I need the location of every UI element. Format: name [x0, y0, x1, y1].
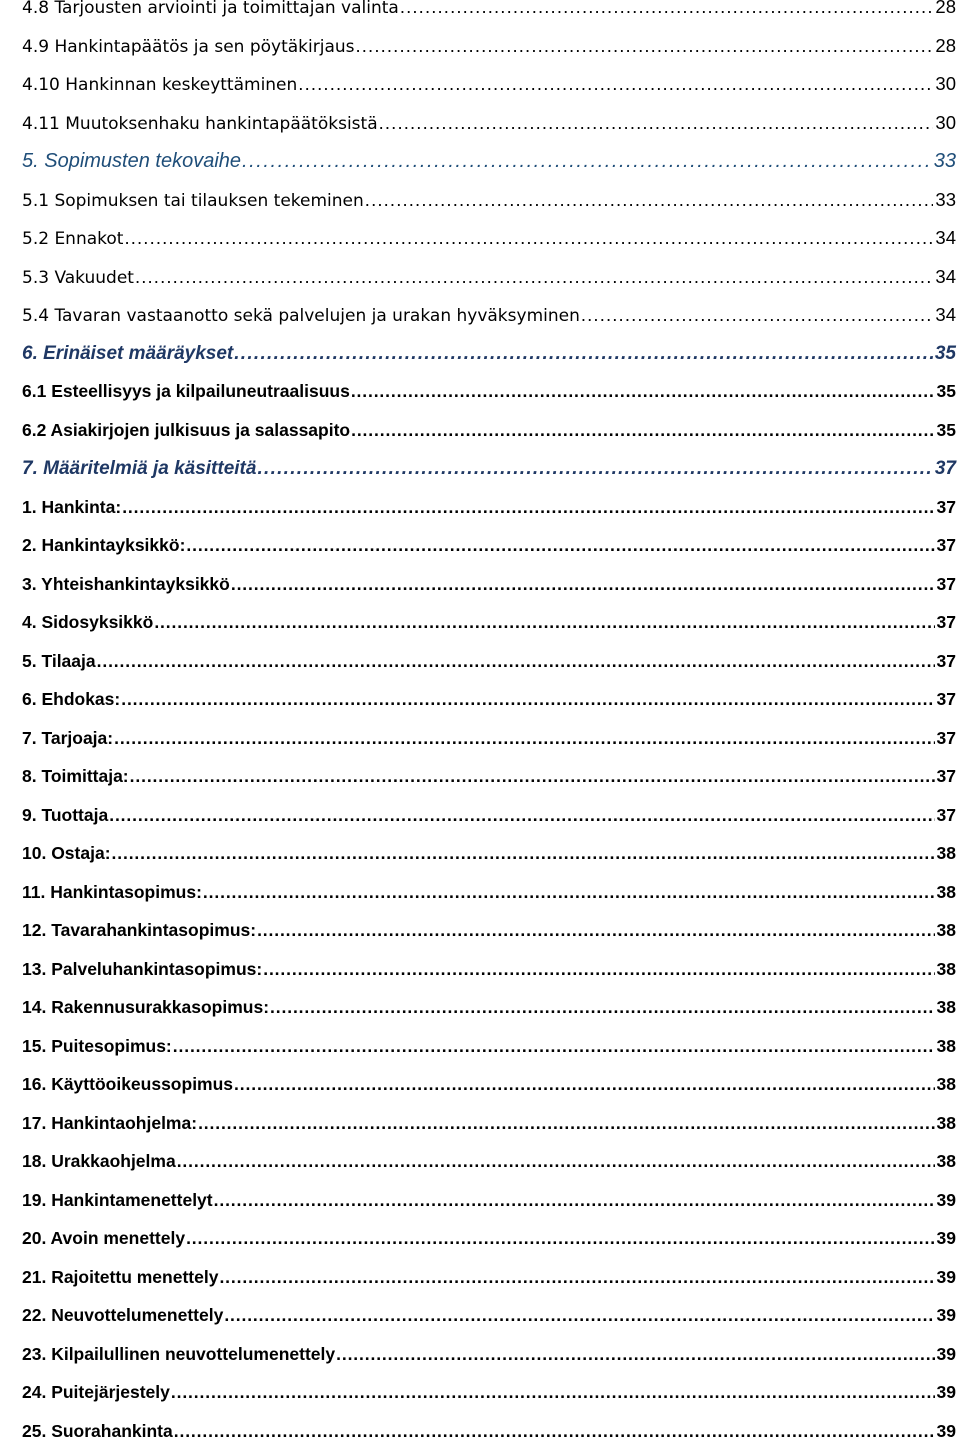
toc-dot-leader: [203, 882, 935, 903]
toc-dot-leader: [231, 574, 935, 595]
toc-dot-leader: [173, 1036, 935, 1057]
toc-entry-label: 6. Ehdokas:: [22, 689, 121, 709]
toc-entry[interactable]: [22, 266, 956, 296]
toc-dot-leader: [379, 112, 934, 134]
toc-entry-page-number: 37: [936, 650, 956, 671]
toc-dot-leader: [198, 1113, 934, 1134]
toc-entry[interactable]: [22, 112, 956, 142]
toc-entry-label: 2. Hankintayksikkö:: [22, 535, 186, 555]
toc-entry-page-number: 34: [935, 265, 956, 287]
toc-dot-leader: [186, 535, 934, 556]
toc-entry[interactable]: [22, 343, 956, 373]
toc-entry[interactable]: [22, 997, 956, 1027]
toc-entry-label: 15. Puitesopimus:: [22, 1035, 172, 1056]
toc-entry-page-number: 37: [936, 612, 956, 632]
toc-entry-page-number: 38: [936, 1074, 956, 1094]
toc-entry[interactable]: [22, 1267, 956, 1297]
toc-entry-page-number: 37: [936, 496, 956, 517]
toc-entry[interactable]: [22, 959, 956, 989]
toc-dot-leader: [109, 805, 934, 826]
toc-entry-label: 10. Ostaja:: [22, 843, 111, 863]
toc-entry[interactable]: [22, 535, 956, 565]
toc-entry-label: 4.9 Hankintapäätös ja sen pöytäkirjaus: [22, 36, 355, 57]
toc-entry-label: 3. Yhteishankintayksikkö: [22, 573, 230, 594]
toc-dot-leader: [298, 73, 933, 95]
toc-entry-page-number: 33: [935, 188, 956, 210]
toc-dot-leader: [242, 150, 932, 173]
toc-entry-page-number: 37: [934, 458, 956, 479]
toc-entry[interactable]: [22, 381, 956, 411]
toc-entry-label: 8. Toimittaja:: [22, 766, 129, 786]
toc-entry-label: 5.3 Vakuudet: [22, 267, 134, 288]
toc-entry-label: 25. Suorahankinta: [22, 1420, 173, 1441]
toc-entry[interactable]: [22, 1151, 956, 1181]
toc-dot-leader: [234, 1074, 934, 1095]
toc-entry[interactable]: [22, 304, 956, 334]
toc-entry[interactable]: [22, 1074, 956, 1104]
toc-entry-page-number: 38: [936, 1151, 956, 1171]
toc-dot-leader: [224, 1305, 934, 1326]
toc-entry-label: 4.10 Hankinnan keskeyttäminen: [22, 75, 298, 95]
toc-entry-page-number: 33: [933, 150, 956, 172]
toc-dot-leader: [351, 420, 934, 441]
toc-entry[interactable]: [22, 843, 956, 873]
toc-dot-leader: [186, 1228, 934, 1249]
toc-dot-leader: [154, 612, 934, 633]
toc-entry-label: 18. Urakkaohjelma: [22, 1151, 176, 1171]
toc-dot-leader: [114, 728, 934, 749]
toc-entry-label: 22. Neuvottelumenettely: [22, 1305, 224, 1325]
toc-entry-page-number: 37: [936, 766, 956, 786]
toc-entry-page-number: 28: [935, 0, 956, 17]
toc-entry-page-number: 37: [936, 535, 956, 555]
toc-entry-label: 7. Tarjoaja:: [22, 727, 114, 748]
toc-entry[interactable]: [22, 1113, 956, 1143]
toc-dot-leader: [214, 1190, 935, 1211]
toc-entry-label: 4. Sidosyksikkö: [22, 612, 154, 632]
toc-entry[interactable]: [22, 882, 956, 912]
toc-dot-leader: [365, 189, 934, 211]
toc-dot-leader: [135, 266, 933, 288]
toc-entry[interactable]: [22, 1344, 956, 1374]
toc-dot-leader: [121, 689, 934, 710]
toc-entry[interactable]: [22, 189, 956, 219]
toc-entry-page-number: 30: [935, 111, 956, 133]
toc-dot-leader: [234, 343, 933, 365]
toc-entry-page-number: 39: [936, 1228, 956, 1248]
toc-dot-leader: [112, 843, 935, 864]
toc-dot-leader: [177, 1151, 935, 1172]
toc-entry-label: 5. Tilaaja: [22, 650, 96, 671]
toc-entry[interactable]: [22, 497, 956, 527]
toc-entry-label: 6. Erinäiset määräykset: [22, 342, 234, 364]
toc-entry-label: 11. Hankintasopimus:: [22, 881, 202, 902]
toc-entry-page-number: 37: [936, 727, 956, 748]
toc-entry-page-number: 38: [936, 1112, 956, 1133]
toc-entry-page-number: 39: [936, 1305, 956, 1325]
toc-dot-leader: [400, 0, 934, 18]
toc-dot-leader: [174, 1421, 935, 1442]
toc-entry-page-number: 34: [935, 304, 956, 325]
toc-entry[interactable]: [22, 1305, 956, 1335]
toc-dot-leader: [351, 381, 935, 402]
toc-entry-page-number: 35: [934, 342, 956, 364]
toc-entry-label: 16. Käyttöoikeussopimus: [22, 1074, 234, 1094]
toc-dot-leader: [263, 959, 934, 980]
toc-entry-label: 24. Puitejärjestely: [22, 1382, 170, 1402]
toc-entry-label: 5. Sopimusten tekovaihe: [22, 150, 242, 172]
toc-entry[interactable]: [22, 458, 956, 488]
toc-entry[interactable]: [22, 728, 956, 758]
toc-entry-label: 4.8 Tarjousten arviointi ja toimittajan valinta: [22, 0, 399, 18]
toc-entry-label: 6.2 Asiakirjojen julkisuus ja salassapito: [22, 419, 351, 440]
toc-entry-page-number: 38: [936, 1035, 956, 1056]
toc-entry[interactable]: [22, 1382, 956, 1412]
toc-entry[interactable]: [22, 227, 956, 257]
toc-dot-leader: [130, 766, 935, 787]
toc-dot-leader: [97, 651, 935, 672]
toc-dot-leader: [124, 227, 933, 249]
toc-entry[interactable]: [22, 651, 956, 681]
toc-entry-page-number: 38: [936, 920, 956, 940]
toc-entry[interactable]: [22, 420, 956, 450]
toc-entry-label: 6.1 Esteellisyys ja kilpailuneutraalisuus: [22, 381, 350, 401]
toc-entry-page-number: 39: [936, 1420, 956, 1441]
toc-entry-page-number: 39: [936, 1266, 956, 1287]
toc-entry-page-number: 39: [936, 1343, 956, 1364]
toc-entry-page-number: 37: [936, 804, 956, 825]
toc-entry[interactable]: [22, 1190, 956, 1220]
toc-entry[interactable]: [22, 73, 956, 103]
toc-dot-leader: [257, 458, 932, 480]
toc-dot-leader: [122, 497, 934, 518]
toc-dot-leader: [219, 1267, 934, 1288]
toc-entry-page-number: 28: [935, 34, 956, 56]
toc-entry[interactable]: [22, 35, 956, 65]
toc-entry-page-number: 38: [936, 997, 956, 1017]
toc-entry-label: 4.11 Muutoksenhaku hankintapäätöksistä: [22, 113, 378, 134]
toc-entry[interactable]: [22, 805, 956, 835]
toc-dot-leader: [336, 1344, 934, 1365]
toc-entry-label: 14. Rakennusurakkasopimus:: [22, 997, 270, 1017]
toc-entry-label: 7. Määritelmiä ja käsitteitä: [22, 458, 257, 479]
toc-entry[interactable]: [22, 1421, 956, 1451]
toc-entry-label: 9. Tuottaja: [22, 804, 109, 825]
toc-dot-leader: [356, 35, 934, 57]
toc-entry[interactable]: [22, 689, 956, 719]
toc-entry-page-number: 38: [936, 881, 956, 902]
toc-entry-label: 13. Palveluhankintasopimus:: [22, 958, 263, 979]
toc-entry[interactable]: [22, 1228, 956, 1258]
toc-entry-label: 21. Rajoitettu menettely: [22, 1266, 219, 1287]
toc-entry-label: 17. Hankintaohjelma:: [22, 1112, 198, 1133]
toc-entry-label: 20. Avoin menettely: [22, 1228, 186, 1248]
toc-entry-page-number: 38: [936, 843, 956, 863]
toc-dot-leader: [257, 920, 934, 941]
toc-dot-leader: [581, 304, 934, 326]
toc-entry-label: 1. Hankinta:: [22, 496, 122, 517]
toc-entry-label: 12. Tavarahankintasopimus:: [22, 920, 257, 940]
toc-entry-label: 19. Hankintamenettelyt: [22, 1189, 213, 1210]
toc-entry-page-number: 34: [935, 227, 956, 248]
toc-entry[interactable]: [22, 920, 956, 950]
toc-entry[interactable]: [22, 766, 956, 796]
toc-dot-leader: [270, 997, 934, 1018]
toc-entry[interactable]: [22, 0, 956, 26]
toc-entry-page-number: 37: [936, 689, 956, 709]
toc-entry-page-number: 30: [935, 73, 956, 94]
toc-entry[interactable]: [22, 150, 956, 180]
toc-dot-leader: [171, 1382, 935, 1403]
toc-entry-page-number: 39: [936, 1382, 956, 1402]
toc-entry-page-number: 37: [936, 573, 956, 594]
toc-entry-page-number: 38: [936, 958, 956, 979]
toc-entry[interactable]: [22, 1036, 956, 1066]
toc-entry-page-number: 35: [936, 419, 956, 440]
toc-entry-page-number: 35: [936, 381, 956, 401]
toc-entry-label: 5.4 Tavaran vastaanotto sekä palvelujen ja urakan hyväksyminen: [22, 306, 580, 326]
toc-entry-label: 5.2 Ennakot: [22, 229, 124, 249]
toc-entry-label: 23. Kilpailullinen neuvottelumenettely: [22, 1343, 336, 1364]
toc-entry[interactable]: [22, 612, 956, 642]
toc-entry-label: 5.1 Sopimuksen tai tilauksen tekeminen: [22, 190, 364, 211]
toc-entry-page-number: 39: [936, 1189, 956, 1210]
toc-entry[interactable]: [22, 574, 956, 604]
